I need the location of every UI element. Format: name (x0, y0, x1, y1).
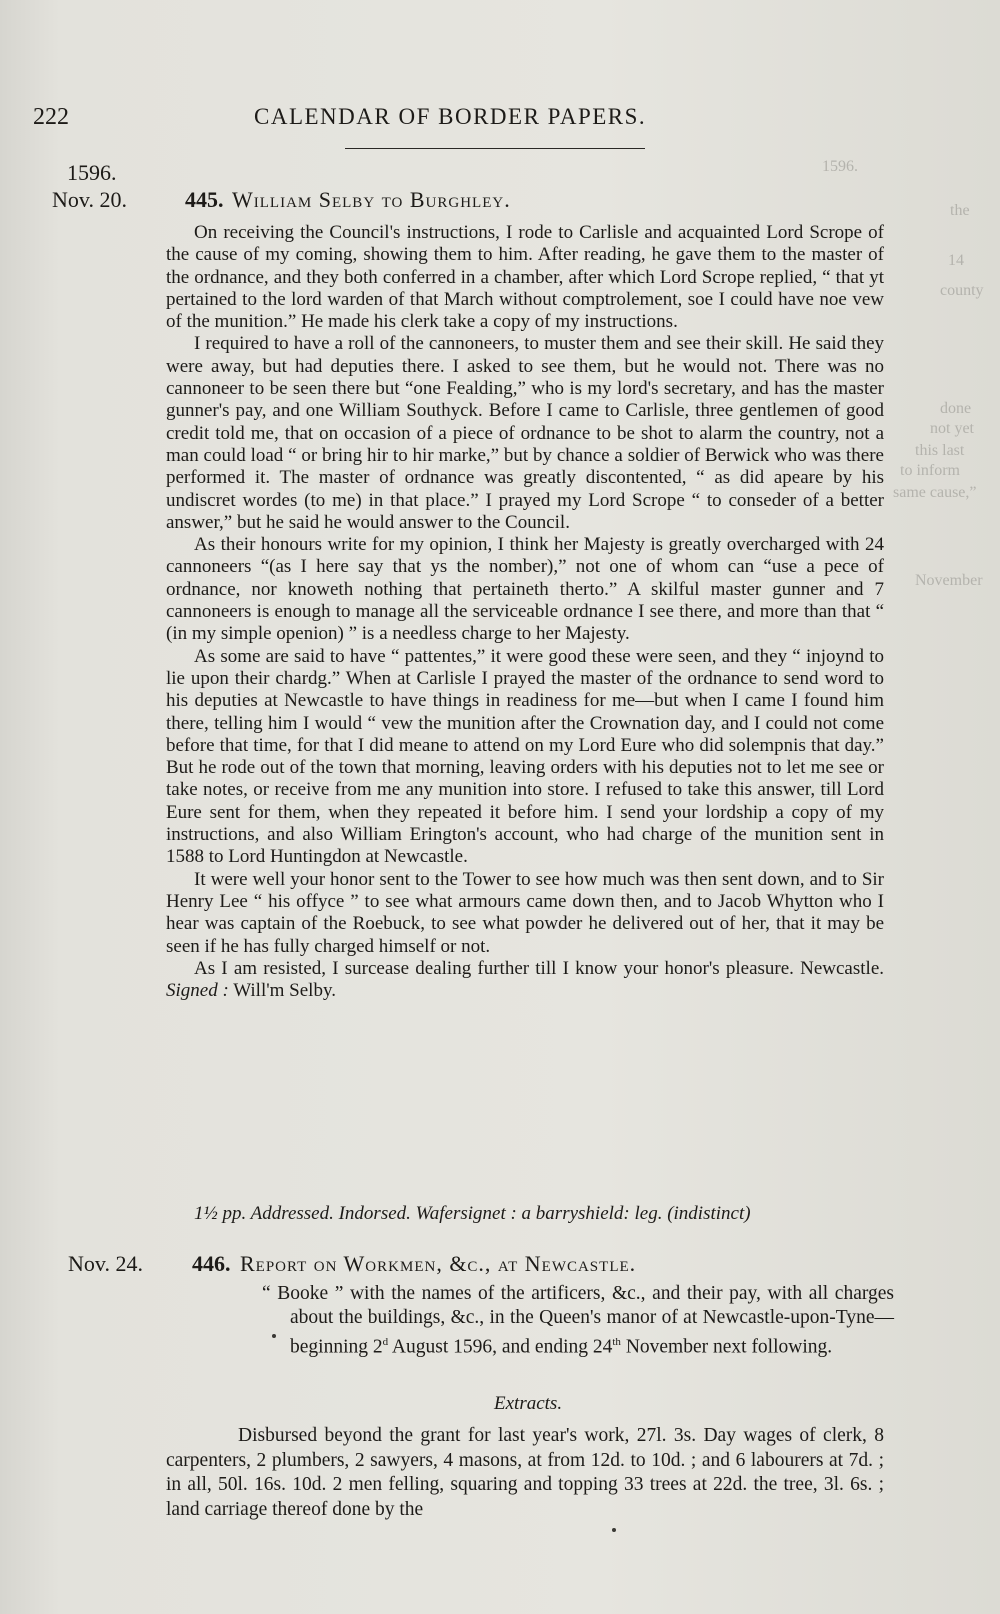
document-description: 1½ pp. Addressed. Indorsed. Wafersignet : a barryshield: leg. (indistinct) (194, 1203, 751, 1224)
closing-text: As I am resisted, I surcease dealing further till I know your honor's pleasure. Newcastle. (194, 957, 884, 979)
paragraph: Disbursed beyond the grant for last year's work, 27l. 3s. Day wages of clerk, 8 carpenters, 2 plumbers, 2 sawyers, 4 masons, at from 12d. to 10d. ; and 6 labourers at 7d. ; in all, 50l. 16s. 10d. 2 men felling, squaring and topping 33 trees at 22d. the tree, 3l. 6s. ; land carriage thereof done by the (166, 1425, 884, 1520)
page-header (0, 104, 1000, 140)
signer-name: Will'm Selby. (233, 980, 336, 1002)
entry-year: 1596. (67, 160, 117, 185)
entry-title: Report on Workmen, &c., at Newcastle. (240, 1251, 637, 1276)
bleed-line: this last (915, 442, 965, 459)
booke-summary (262, 1282, 894, 1360)
booke-text: November next following. (620, 1336, 833, 1358)
entry-number: 445. (185, 187, 224, 212)
paragraph: As some are said to have “ pattentes,” it were good these were seen, and they “ injoynd to lie upon their chardg.” When at Carlisle I prayed the master of the ordnance to send word to his deputies at Newcastle to have things in readiness for me—but when I came I found him there, telling him I would “ vew the munition after the Crownation day, and I could not come before that time, for that I did meane to attend on my Lord Eure who did solempnis that day.” But he rode out of the town that morning, leaving orders with his deputies not to let me see or take notes, or receive from me any munition into store. I refused to take this answer, till Lord Eure sent for them, when they repeated it before him. I send your lordship a copy of my instructions, and also William Erington's account, who had charge of the munition sent in 1588 to Lord Huntingdon at Newcastle. (166, 645, 884, 868)
bullet-mark (612, 1528, 616, 1532)
booke-text: “ Booke ” with the names of the artificers, &c., and their pay, with all charges about the buildings, &c., in the Queen's manor of at Newcastle-upon-Tyne—beginning 2 (262, 1283, 894, 1358)
paragraph: I required to have a roll of the cannoneers, to muster them and see their skill. He said they were away, but had deputies there. I asked to see them, but he would not. There was no cannoneer to be seen there but “one Fealding,” who is my lord's secretary, and has the master gunner's pay, and one William Southyck. Before I came to Carlisle, three gentlemen of good credit told me, that on occasion of a piece of ordnance to be shot to alarm the country, not a man could load “ or bring hir to hir marke,” but by chance a soldier of Berwick who was there performed it. The master of ordnance was greatly discontented, “ as did apeare by his undiscret wordes (to me) in that place.” I prayed my Lord Scrope “ to conseder of a better answer,” but he said he would answer to the Council. (166, 333, 884, 533)
bleed-line: county (940, 282, 984, 299)
header-rule (345, 148, 645, 149)
entry-title: William Selby to Burghley. (232, 187, 511, 212)
running-head: CALENDAR OF BORDER PAPERS. (254, 104, 647, 129)
paragraph: It were well your honor sent to the Tower to see how much was then sent down, and to Sir Henry Lee “ his offyce ” to see what armours came down then, and to Jacob Whytton who I hear was captain of the Roebuck, to see what powder he delivered out of her, that it may be seen if he has fully charged himself or not. (166, 868, 884, 957)
paragraph: As their honours write for my opinion, I think her Majesty is greatly overcharged with 24 cannoneers “(as I here say that ys the nomber),” not one of whom can “use a pece of ordnance, nor knoweth nothing that pertaineth therto.” A skilful master gunner and 7 cannoneers is enough to manage all the serviceable ordnance I see there, and more than that “ (in my simple openion) ” is a needless charge to her Majesty. (166, 534, 884, 645)
bleed-line: to inform (900, 462, 960, 479)
bleed-line: done (940, 400, 972, 417)
bleed-line: 1596. (822, 158, 858, 175)
entry-number: 446. (192, 1251, 231, 1276)
entry-445-body (166, 222, 884, 1002)
page-number: 222 (33, 104, 69, 130)
extracts-body (166, 1424, 884, 1522)
superscript: d (382, 1336, 389, 1348)
bleed-line: November (915, 572, 983, 589)
booke-text: August 1596, and ending 24 (388, 1336, 613, 1358)
superscript: th (612, 1336, 621, 1348)
bleed-line: not yet (930, 420, 974, 437)
paragraph: On receiving the Council's instructions, I rode to Carlisle and acquainted Lord Scrope of the cause of my coming, showing them to him. After reading, he gave them to the master of the ordnance, and they both conferred in a chamber, after which Lord Scrope replied, “ that yt pertained to the lord warden of that March without comptrolement, soe I could have noe vew of the munition.” He made his clerk take a copy of my instructions. (166, 222, 884, 333)
signed-label: Signed : (166, 980, 229, 1002)
bullet-mark (272, 1334, 276, 1338)
extracts-heading: Extracts. (494, 1393, 563, 1414)
entry-date: Nov. 24. (68, 1251, 143, 1276)
signature-paragraph (166, 958, 884, 1003)
entry-date: Nov. 20. (52, 187, 127, 212)
bleed-line: 14 (948, 252, 964, 269)
bleed-line: same cause,” (893, 484, 977, 501)
bleed-line: the (950, 202, 970, 219)
